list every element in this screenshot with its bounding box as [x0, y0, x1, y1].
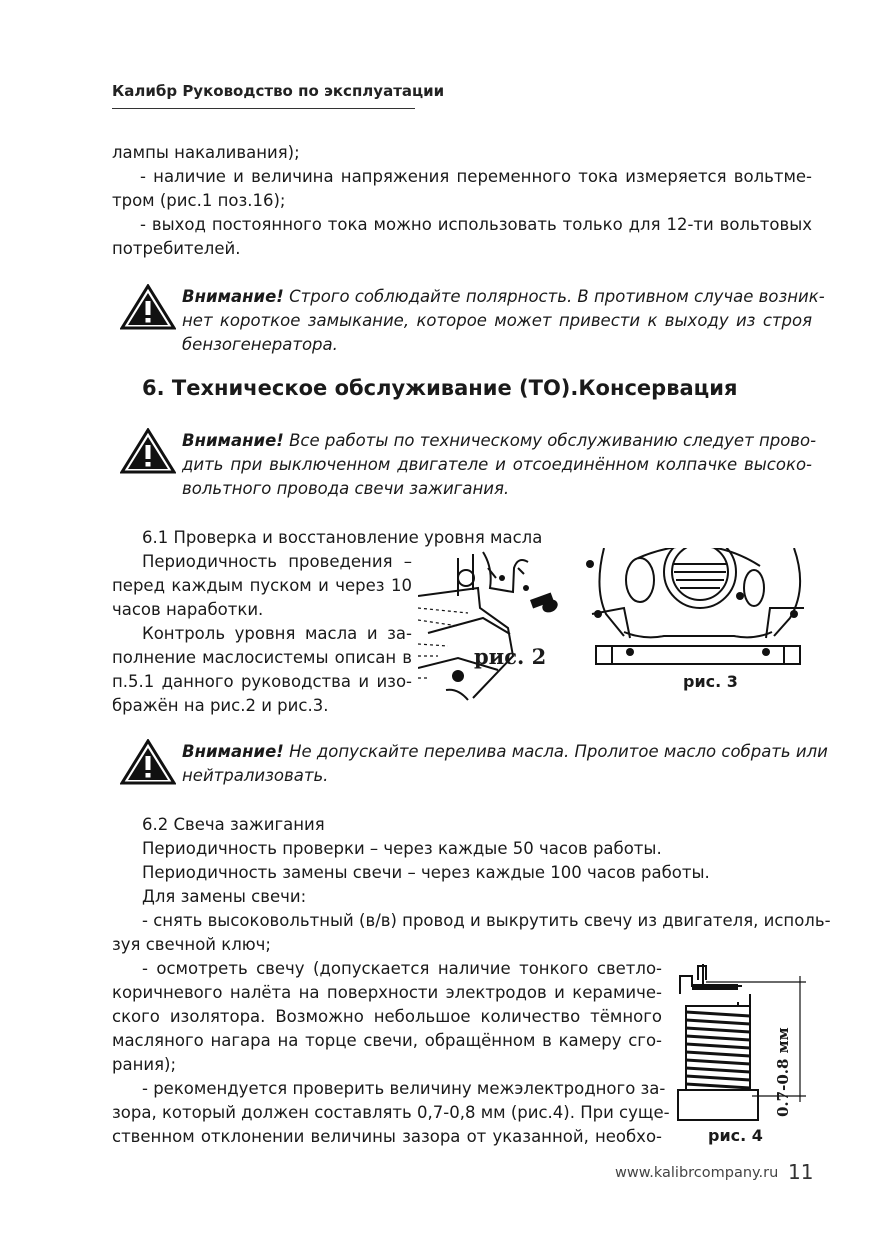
warning-3-line-1: Не допускайте перелива масла. Пролитое масло собрать или — [283, 742, 828, 761]
warning-triangle-icon — [120, 284, 176, 330]
oil-line-4: Контроль уровня масла и за- — [142, 624, 412, 643]
warning-2-text — [182, 429, 817, 501]
warning-3-text — [182, 740, 828, 788]
footer-website: www.kalibrcompany.ru — [615, 1165, 779, 1181]
intro-line-3: тром (рис.1 поз.16); — [112, 191, 286, 210]
spark-line-8: ского изолятора. Возможно небольшое количество тёмного — [112, 1007, 662, 1026]
page-number: 11 — [788, 1160, 814, 1184]
warning-2-line-1: Все работы по техническому обслуживанию следует прово- — [283, 431, 817, 450]
warning-label: Внимание! — [182, 431, 284, 450]
spark-line-3: Для замены свечи: — [142, 887, 307, 906]
running-header: Калибр Руководство по эксплуатации — [112, 82, 445, 100]
spark-line-10: рания); — [112, 1055, 177, 1074]
section-title: 6. Техническое обслуживание (ТО).Консервация — [142, 376, 738, 400]
figure-4-gap-label: 0.7-0.8 мм — [774, 1027, 792, 1117]
intro-line-5: потребителей. — [112, 239, 241, 258]
spark-line-11: - рекомендуется проверить величину межэлектродного за- — [142, 1079, 666, 1098]
figure-3-oil-level-drawing — [584, 548, 812, 672]
intro-line-2: - наличие и величина напряжения переменного тока измеряется вольтме- — [140, 167, 812, 186]
warning-1-line-1: Строго соблюдайте полярность. В противном случае возник- — [283, 287, 825, 306]
warning-label: Внимание! — [182, 287, 284, 306]
oil-line-7: бражён на рис.2 и рис.3. — [112, 696, 329, 715]
figure-4-caption: рис. 4 — [708, 1126, 763, 1145]
spark-line-9: масляного нагара на торце свечи, обращённом в камеру сго- — [112, 1031, 662, 1050]
warning-3-line-2: нейтрализовать. — [182, 766, 329, 785]
warning-2-line-3: вольтного провода свечи зажигания. — [182, 479, 510, 498]
oil-line-2: перед каждым пуском и через 10 — [112, 576, 412, 595]
oil-line-6: п.5.1 данного руководства и изо- — [112, 672, 412, 691]
warning-triangle-icon — [120, 428, 176, 474]
figure-3-caption: рис. 3 — [683, 672, 738, 691]
spark-line-7: коричневого налёта на поверхности электродов и керамиче- — [112, 983, 662, 1002]
warning-1-line-2: нет короткое замыкание, которое может привести к выходу из строя — [182, 311, 812, 330]
intro-line-4: - выход постоянного тока можно использовать только для 12-ти вольтовых — [140, 215, 812, 234]
spark-line-5: зуя свечной ключ; — [112, 935, 271, 954]
header-divider — [112, 108, 415, 109]
figure-2-oil-filler-drawing — [418, 548, 578, 708]
spark-line-12: зора, который должен составлять 0,7-0,8 мм (рис.4). При суще- — [112, 1103, 670, 1122]
figure-2-caption: рис. 2 — [474, 644, 547, 669]
oil-line-3: часов наработки. — [112, 600, 264, 619]
spark-line-1: Периодичность проверки – через каждые 50 часов работы. — [142, 839, 662, 858]
warning-triangle-icon — [120, 739, 176, 785]
oil-line-5: полнение маслосистемы описан в — [112, 648, 412, 667]
spark-line-2: Периодичность замены свечи – через каждые 100 часов работы. — [142, 863, 710, 882]
warning-2-line-2: дить при выключенном двигателе и отсоединённом колпачке высоко- — [182, 455, 812, 474]
spark-line-4: - снять высоковольтный (в/в) провод и выкрутить свечу из двигателя, исполь- — [142, 911, 831, 930]
oil-line-1: Периодичность проведения – — [142, 552, 412, 571]
warning-1-line-3: бензогенератора. — [182, 335, 338, 354]
oil-subsection-title: 6.1 Проверка и восстановление уровня масла — [142, 528, 543, 547]
warning-label: Внимание! — [182, 742, 284, 761]
spark-line-13: ственном отклонении величины зазора от указанной, необхо- — [112, 1127, 662, 1146]
warning-1-text — [182, 285, 825, 357]
spark-line-6: - осмотреть свечу (допускается наличие тонкого светло- — [142, 959, 662, 978]
spark-subsection-title: 6.2 Свеча зажигания — [142, 815, 325, 834]
intro-line-1: лампы накаливания); — [112, 143, 300, 162]
